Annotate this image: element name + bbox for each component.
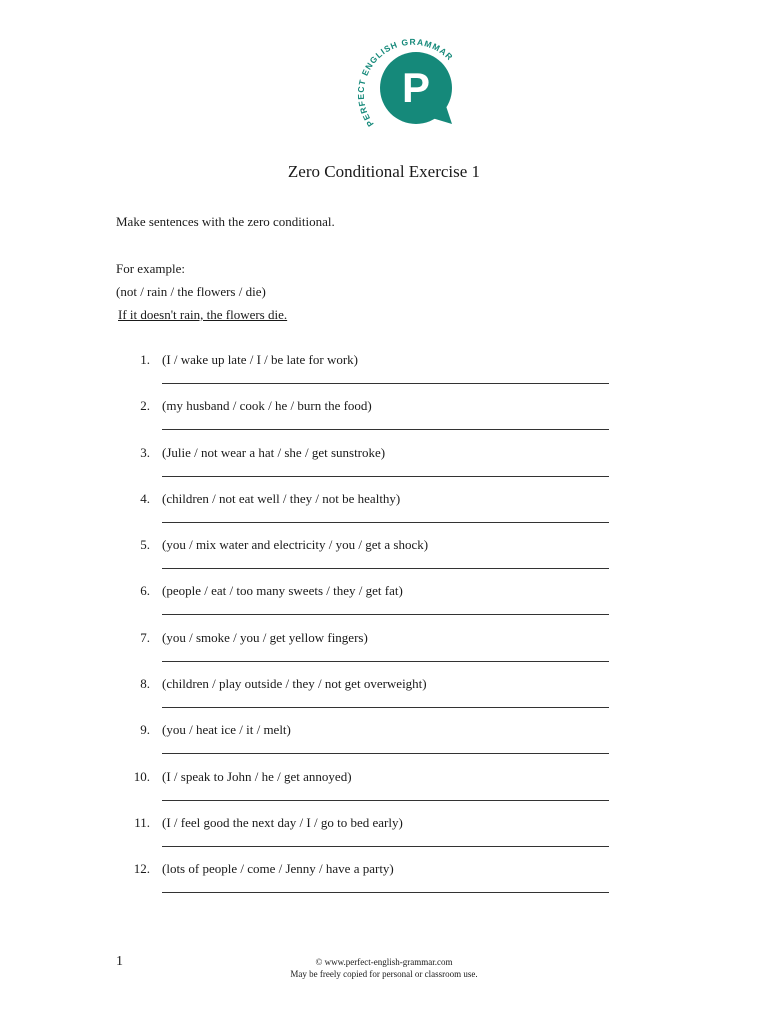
exercise-list: [0, 352, 768, 908]
exercise-item: [0, 537, 768, 583]
perfect-english-grammar-logo: [350, 30, 460, 130]
logo-graphic: [350, 30, 460, 130]
item-number: 3.: [140, 444, 150, 460]
logo-letter: P: [401, 64, 431, 111]
item-number: 2.: [140, 398, 150, 414]
item-number: 10.: [133, 768, 150, 784]
answer-line[interactable]: [162, 568, 609, 569]
exercise-item: [0, 815, 768, 861]
item-prompt: (children / play outside / they / not get overweight): [162, 676, 427, 692]
item-number: 6.: [140, 583, 150, 599]
item-number: 8.: [140, 676, 150, 692]
logo-text: PERFECT ENGLISH GRAMMAR: [355, 36, 456, 129]
item-prompt: (Julie / not wear a hat / she / get sunstroke): [162, 444, 386, 460]
answer-line[interactable]: [162, 892, 609, 893]
item-number: 7.: [140, 629, 150, 645]
answer-line[interactable]: [162, 846, 609, 847]
exercise-item: [0, 861, 768, 907]
instruction-text: Make sentences with the zero conditional.: [116, 214, 335, 229]
page-number: 1: [116, 954, 123, 969]
exercise-item: [0, 630, 768, 676]
page-title: Zero Conditional Exercise 1: [287, 162, 481, 181]
item-prompt: (you / smoke / you / get yellow fingers): [162, 629, 368, 645]
exercise-item: [0, 722, 768, 768]
item-prompt: (I / feel good the next day / I / go to bed early): [162, 814, 403, 830]
item-prompt: (children / not eat well / they / not be healthy): [162, 490, 401, 506]
answer-line[interactable]: [162, 707, 609, 708]
item-prompt: (you / heat ice / it / melt): [162, 722, 291, 738]
answer-line[interactable]: [162, 476, 609, 477]
answer-line[interactable]: [162, 429, 609, 430]
copyright-text: © www.perfect-english-grammar.com: [315, 957, 453, 967]
item-prompt: (people / eat / too many sweets / they / get fat): [162, 583, 403, 599]
answer-line[interactable]: [162, 753, 609, 754]
example-answer: If it doesn't rain, the flowers die.: [118, 307, 288, 322]
example-prompt: (not / rain / the flowers / die): [116, 284, 266, 299]
answer-line[interactable]: [162, 383, 609, 384]
item-number: 11.: [134, 814, 150, 830]
item-prompt: (I / speak to John / he / get annoyed): [162, 768, 352, 784]
exercise-item: [0, 583, 768, 629]
item-prompt: (I / wake up late / I / be late for work): [162, 352, 359, 367]
exercise-item: [0, 352, 768, 398]
answer-line[interactable]: [162, 522, 609, 523]
item-prompt: (you / mix water and electricity / you / get a shock): [162, 537, 429, 553]
item-prompt: (lots of people / come / Jenny / have a party): [162, 861, 394, 877]
item-prompt: (my husband / cook / he / burn the food): [162, 398, 372, 414]
answer-line[interactable]: [162, 661, 609, 662]
page-footer: [0, 956, 768, 980]
usage-text: May be freely copied for personal or classroom use.: [290, 969, 478, 979]
answer-line[interactable]: [162, 800, 609, 801]
exercise-item: [0, 491, 768, 537]
exercise-item: [0, 445, 768, 491]
answer-line[interactable]: [162, 614, 609, 615]
item-number: 4.: [140, 490, 150, 506]
item-number: 12.: [133, 861, 150, 877]
exercise-item: [0, 676, 768, 722]
example-heading: For example:: [116, 261, 185, 276]
exercise-item: [0, 398, 768, 444]
exercise-item: [0, 769, 768, 815]
item-number: 5.: [140, 537, 150, 553]
item-number: 9.: [140, 722, 150, 738]
item-number: 1.: [140, 352, 150, 367]
